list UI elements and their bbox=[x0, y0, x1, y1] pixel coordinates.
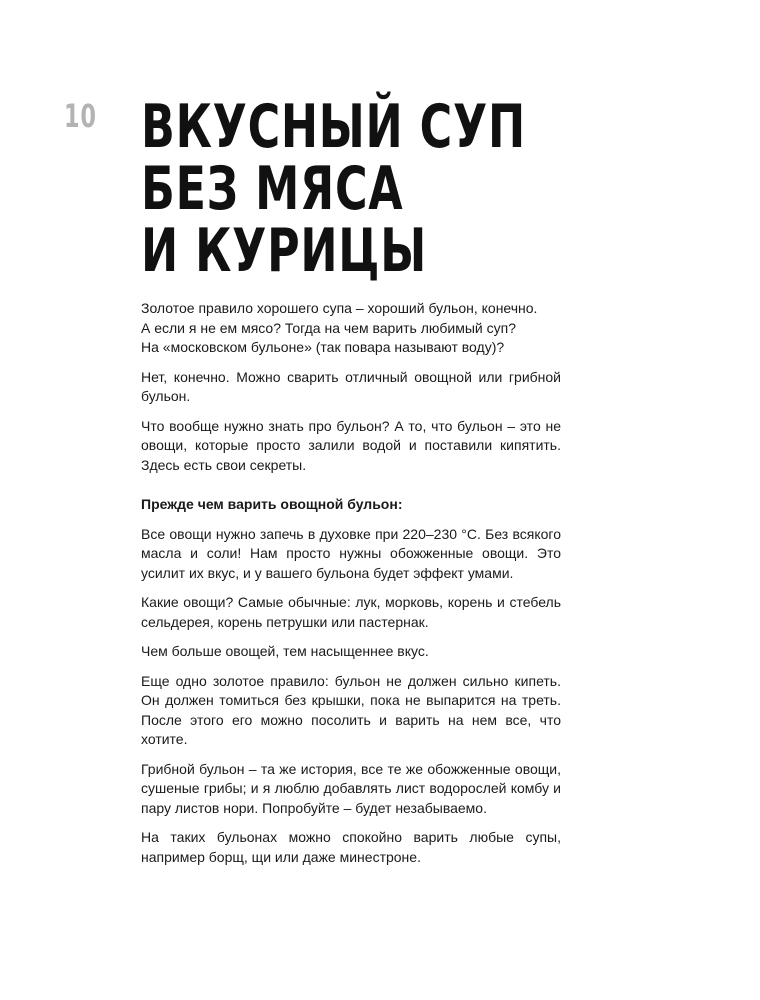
intro-line: На «московском бульоне» (так повара называют воду)? bbox=[141, 339, 505, 355]
body-paragraph: Все овощи нужно запечь в духовке при 220–230 °С. Без всякого масла и соли! Нам просто нужны обожженные овощи. Это усилит их вкус, и у вашего бульона будет эффект умами. bbox=[141, 525, 561, 581]
page-number: 10 bbox=[64, 97, 97, 135]
intro-paragraph bbox=[141, 299, 561, 358]
body-paragraph: Грибной бульон – та же история, все те же обожженные овощи, сушеные грибы; и я люблю добавлять лист водорослей комбу и пару листов нори. Попробуйте – будет незабываемо. bbox=[141, 760, 561, 816]
page-title bbox=[141, 92, 526, 286]
intro-line: Золотое правило хорошего супа – хороший бульон, конечно. bbox=[141, 300, 538, 316]
title-line: И КУРИЦЫ bbox=[141, 216, 427, 286]
body-paragraph: Нет, конечно. Можно сварить отличный овощной или грибной бульон. bbox=[141, 368, 561, 404]
body-paragraph: Чем больше овощей, тем насыщеннее вкус. bbox=[141, 643, 429, 659]
body-paragraph: На таких бульонах можно спокойно варить любые супы, например борщ, щи или даже минестроне. bbox=[141, 829, 561, 865]
title-line: ВКУСНЫЙ СУП bbox=[141, 92, 526, 162]
section-subheading: Прежде чем варить овощной бульон: bbox=[141, 496, 403, 512]
body-paragraph: Еще одно золотое правило: бульон не должен сильно кипеть. Он должен томиться без крышки, пока не выпарится на треть. После этого его можно посолить и варить на нем все, что хотите. bbox=[141, 672, 561, 747]
article-body bbox=[141, 299, 561, 877]
intro-line: А если я не ем мясо? Тогда на чем варить любимый суп? bbox=[141, 319, 517, 336]
body-paragraph: Что вообще нужно знать про бульон? А то, что бульон – это не овощи, которые просто залили водой и поставили кипятить. Здесь есть свои секреты. bbox=[141, 417, 561, 473]
body-paragraph: Какие овощи? Самые обычные: лук, морковь, корень и стебель сельдерея, корень петрушки или пастернак. bbox=[141, 594, 561, 630]
title-line: БЕЗ МЯСА bbox=[141, 154, 404, 224]
